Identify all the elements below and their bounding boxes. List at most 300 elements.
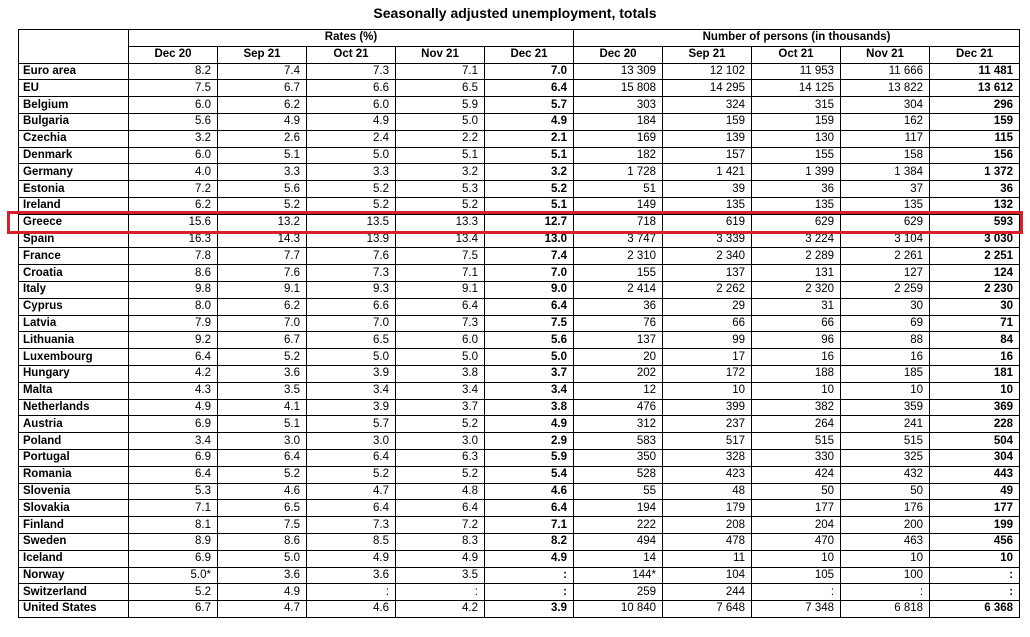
value-cell: 10 840 [574,601,663,618]
value-cell: 10 [841,550,930,567]
value-cell: 3.4 [307,382,396,399]
table-row [19,63,1020,80]
value-cell: 29 [663,298,752,315]
value-cell: 7.3 [396,315,485,332]
value-cell: 7.1 [485,517,574,534]
value-cell: 244 [663,584,752,601]
value-cell: 515 [752,433,841,450]
value-cell: 16 [752,349,841,366]
value-cell: 259 [574,584,663,601]
value-cell: 8.2 [485,533,574,550]
country-cell: Germany [19,164,129,181]
value-cell: 159 [752,113,841,130]
value-cell: 16 [930,349,1020,366]
value-cell: 202 [574,365,663,382]
value-cell: 135 [752,197,841,214]
value-cell: 135 [663,197,752,214]
value-cell: 115 [930,130,1020,147]
value-cell: 177 [930,500,1020,517]
value-cell: 5.2 [396,197,485,214]
column-header: Sep 21 [218,46,307,63]
value-cell: 3.9 [485,601,574,618]
country-cell: Euro area [19,63,129,80]
group-header-row [19,30,1020,47]
value-cell: 15 808 [574,80,663,97]
value-cell: 4.2 [396,601,485,618]
column-header: Nov 21 [396,46,485,63]
value-cell: 2 310 [574,248,663,265]
value-cell: 14.3 [218,231,307,248]
value-cell: 16.3 [129,231,218,248]
value-cell: 5.0 [307,349,396,366]
value-cell: 6.0 [129,147,218,164]
column-header: Oct 21 [752,46,841,63]
value-cell: 583 [574,433,663,450]
country-cell: Luxembourg [19,349,129,366]
value-cell: : [307,584,396,601]
value-cell: 5.9 [485,449,574,466]
value-cell: 304 [930,449,1020,466]
value-cell: 14 125 [752,80,841,97]
value-cell: 3.7 [485,365,574,382]
corner-cell [19,30,129,64]
value-cell: 39 [663,181,752,198]
value-cell: 5.3 [396,181,485,198]
value-cell: 10 [752,550,841,567]
value-cell: 162 [841,113,930,130]
value-cell: 11 666 [841,63,930,80]
value-cell: 2 262 [663,281,752,298]
value-cell: 11 [663,550,752,567]
table-row [19,365,1020,382]
value-cell: 3 104 [841,231,930,248]
value-cell: 222 [574,517,663,534]
value-cell: 7.5 [129,80,218,97]
table-row [19,281,1020,298]
value-cell: 10 [841,382,930,399]
value-cell: 296 [930,97,1020,114]
country-cell: Iceland [19,550,129,567]
value-cell: 13 822 [841,80,930,97]
value-cell: 13.2 [218,214,307,231]
value-cell: 6.0 [396,332,485,349]
value-cell: 208 [663,517,752,534]
value-cell: 470 [752,533,841,550]
value-cell: 8.1 [129,517,218,534]
value-cell: 13.9 [307,231,396,248]
column-header: Sep 21 [663,46,752,63]
group-header-persons: Number of persons (in thousands) [574,30,1020,47]
value-cell: 3.7 [396,399,485,416]
value-cell: 176 [841,500,930,517]
value-cell: 593 [930,214,1020,231]
value-cell: 6.7 [218,80,307,97]
value-cell: 303 [574,97,663,114]
value-cell: 6.4 [129,466,218,483]
value-cell: 14 [574,550,663,567]
value-cell: 31 [752,298,841,315]
value-cell: 7.6 [218,265,307,282]
country-cell: Poland [19,433,129,450]
country-cell: Belgium [19,97,129,114]
table-row [19,181,1020,198]
value-cell: 9.1 [218,281,307,298]
value-cell: 135 [841,197,930,214]
value-cell: 3.4 [129,433,218,450]
country-cell: Bulgaria [19,113,129,130]
country-cell: Czechia [19,130,129,147]
value-cell: : [396,584,485,601]
value-cell: 3.9 [307,399,396,416]
value-cell: 6.0 [307,97,396,114]
value-cell: 4.9 [129,399,218,416]
value-cell: 5.2 [396,466,485,483]
value-cell: 2.4 [307,130,396,147]
value-cell: 3.0 [218,433,307,450]
value-cell: 325 [841,449,930,466]
table-row [19,197,1020,214]
value-cell: 13 309 [574,63,663,80]
value-cell: 8.0 [129,298,218,315]
value-cell: 517 [663,433,752,450]
value-cell: 312 [574,416,663,433]
value-cell: 5.2 [307,466,396,483]
value-cell: 6.0 [129,97,218,114]
value-cell: 179 [663,500,752,517]
value-cell: 3.9 [307,365,396,382]
table-row [19,483,1020,500]
value-cell: 100 [841,567,930,584]
country-cell: Spain [19,231,129,248]
value-cell: 9.2 [129,332,218,349]
value-cell: 5.6 [485,332,574,349]
value-cell: 1 384 [841,164,930,181]
value-cell: 181 [930,365,1020,382]
table-row [19,584,1020,601]
value-cell: 6.7 [129,601,218,618]
value-cell: 9.0 [485,281,574,298]
value-cell: 5.2 [218,466,307,483]
country-cell: Switzerland [19,584,129,601]
value-cell: 49 [930,483,1020,500]
value-cell: 7.3 [307,265,396,282]
value-cell: 5.1 [485,147,574,164]
table-row [19,332,1020,349]
value-cell: 84 [930,332,1020,349]
value-cell: 13.5 [307,214,396,231]
country-cell: Finland [19,517,129,534]
value-cell: 3.2 [396,164,485,181]
country-cell: Netherlands [19,399,129,416]
value-cell: 7.8 [129,248,218,265]
value-cell: 104 [663,567,752,584]
value-cell: 10 [663,382,752,399]
value-cell: 7.5 [485,315,574,332]
value-cell: 55 [574,483,663,500]
country-cell: Slovenia [19,483,129,500]
value-cell: 172 [663,365,752,382]
value-cell: 4.9 [218,584,307,601]
country-cell: Hungary [19,365,129,382]
value-cell: : [752,584,841,601]
value-cell: 3.3 [307,164,396,181]
value-cell: 20 [574,349,663,366]
value-cell: 105 [752,567,841,584]
column-header-row [19,46,1020,63]
value-cell: 7.2 [396,517,485,534]
value-cell: 6.4 [129,349,218,366]
value-cell: 12 [574,382,663,399]
value-cell: 3 030 [930,231,1020,248]
value-cell: 237 [663,416,752,433]
value-cell: 130 [752,130,841,147]
value-cell: 3.4 [396,382,485,399]
country-cell: Italy [19,281,129,298]
value-cell: 5.6 [218,181,307,198]
value-cell: 4.6 [218,483,307,500]
value-cell: 124 [930,265,1020,282]
value-cell: 443 [930,466,1020,483]
country-cell: Denmark [19,147,129,164]
value-cell: 7.5 [396,248,485,265]
country-cell: United States [19,601,129,618]
country-cell: Ireland [19,197,129,214]
value-cell: 6.4 [307,500,396,517]
value-cell: 2.1 [485,130,574,147]
value-cell: 4.9 [396,550,485,567]
value-cell: 155 [752,147,841,164]
country-cell: Malta [19,382,129,399]
value-cell: 476 [574,399,663,416]
country-cell: Austria [19,416,129,433]
country-cell: Romania [19,466,129,483]
country-cell: Slovakia [19,500,129,517]
value-cell: 96 [752,332,841,349]
table-row [19,231,1020,248]
value-cell: 158 [841,147,930,164]
value-cell: 5.2 [485,181,574,198]
value-cell: 6.6 [307,298,396,315]
value-cell: 2 261 [841,248,930,265]
value-cell: 7.9 [129,315,218,332]
value-cell: 6.4 [307,449,396,466]
value-cell: 169 [574,130,663,147]
value-cell: 5.2 [218,197,307,214]
value-cell: 1 399 [752,164,841,181]
value-cell: 182 [574,147,663,164]
value-cell: 2.2 [396,130,485,147]
value-cell: 629 [841,214,930,231]
value-cell: 144* [574,567,663,584]
value-cell: 382 [752,399,841,416]
value-cell: 9.8 [129,281,218,298]
unemployment-table [18,29,1020,618]
value-cell: 423 [663,466,752,483]
value-cell: 6.4 [396,500,485,517]
value-cell: 11 481 [930,63,1020,80]
value-cell: 6.2 [129,197,218,214]
value-cell: 6.4 [218,449,307,466]
value-cell: 3.4 [485,382,574,399]
value-cell: 241 [841,416,930,433]
value-cell: 5.9 [396,97,485,114]
value-cell: 3.2 [129,130,218,147]
value-cell: 6.5 [396,80,485,97]
table-row [19,500,1020,517]
value-cell: 10 [752,382,841,399]
value-cell: 6.9 [129,550,218,567]
value-cell: 5.2 [307,181,396,198]
value-cell: 137 [663,265,752,282]
table-row [19,517,1020,534]
value-cell: 2 320 [752,281,841,298]
value-cell: 228 [930,416,1020,433]
value-cell: 330 [752,449,841,466]
value-cell: : [485,567,574,584]
value-cell: 3 747 [574,231,663,248]
value-cell: 50 [752,483,841,500]
value-cell: 4.9 [307,550,396,567]
table-row [19,382,1020,399]
value-cell: 4.9 [485,113,574,130]
value-cell: 7.0 [485,63,574,80]
country-cell: Lithuania [19,332,129,349]
table-row [19,298,1020,315]
value-cell: : [841,584,930,601]
value-cell: 3.2 [485,164,574,181]
value-cell: 528 [574,466,663,483]
value-cell: 3.6 [307,567,396,584]
value-cell: 456 [930,533,1020,550]
value-cell: 5.0 [396,113,485,130]
table-row [19,399,1020,416]
value-cell: 4.1 [218,399,307,416]
value-cell: 7.4 [218,63,307,80]
country-cell: Portugal [19,449,129,466]
value-cell: 132 [930,197,1020,214]
value-cell: 1 372 [930,164,1020,181]
value-cell: 8.9 [129,533,218,550]
value-cell: 359 [841,399,930,416]
value-cell: 159 [663,113,752,130]
value-cell: 66 [663,315,752,332]
value-cell: 264 [752,416,841,433]
value-cell: 5.2 [218,349,307,366]
value-cell: 424 [752,466,841,483]
value-cell: 3.3 [218,164,307,181]
value-cell: 7.3 [307,63,396,80]
value-cell: 5.4 [485,466,574,483]
value-cell: 1 728 [574,164,663,181]
value-cell: 204 [752,517,841,534]
value-cell: 10 [930,382,1020,399]
value-cell: 6 368 [930,601,1020,618]
value-cell: 13.3 [396,214,485,231]
value-cell: : [930,584,1020,601]
value-cell: 184 [574,113,663,130]
value-cell: 8.6 [129,265,218,282]
table-row [19,265,1020,282]
value-cell: 13.0 [485,231,574,248]
value-cell: 2 259 [841,281,930,298]
value-cell: 6.9 [129,416,218,433]
value-cell: 5.7 [307,416,396,433]
value-cell: 515 [841,433,930,450]
value-cell: 6.2 [218,298,307,315]
country-cell: EU [19,80,129,97]
value-cell: 2.9 [485,433,574,450]
value-cell: 69 [841,315,930,332]
value-cell: 6.9 [129,449,218,466]
value-cell: 6.4 [485,80,574,97]
value-cell: 7.1 [129,500,218,517]
value-cell: 7.7 [218,248,307,265]
value-cell: 66 [752,315,841,332]
table-title: Seasonally adjusted unemployment, totals [373,5,657,21]
table-row [19,214,1020,231]
value-cell: 5.7 [485,97,574,114]
value-cell: 2 230 [930,281,1020,298]
value-cell: 7.5 [218,517,307,534]
value-cell: 36 [930,181,1020,198]
value-cell: 30 [930,298,1020,315]
value-cell: : [930,567,1020,584]
value-cell: 315 [752,97,841,114]
value-cell: 9.1 [396,281,485,298]
value-cell: 7.2 [129,181,218,198]
country-cell: Croatia [19,265,129,282]
value-cell: 156 [930,147,1020,164]
value-cell: 4.9 [485,550,574,567]
value-cell: 3.8 [396,365,485,382]
value-cell: 5.0 [218,550,307,567]
value-cell: 304 [841,97,930,114]
value-cell: 5.0 [307,147,396,164]
table-row [19,80,1020,97]
column-header: Dec 21 [930,46,1020,63]
value-cell: 619 [663,214,752,231]
value-cell: 6.7 [218,332,307,349]
value-cell: 50 [841,483,930,500]
value-cell: 5.1 [485,197,574,214]
table-row [19,147,1020,164]
value-cell: 3.0 [307,433,396,450]
table-row [19,315,1020,332]
value-cell: 463 [841,533,930,550]
value-cell: 4.9 [218,113,307,130]
value-cell: 9.3 [307,281,396,298]
value-cell: 51 [574,181,663,198]
value-cell: 3 339 [663,231,752,248]
country-cell: Greece [19,214,129,231]
value-cell: 4.9 [485,416,574,433]
country-cell: France [19,248,129,265]
value-cell: 5.1 [218,416,307,433]
value-cell: 2 289 [752,248,841,265]
value-cell: 36 [752,181,841,198]
value-cell: 6.4 [485,298,574,315]
value-cell: 4.3 [129,382,218,399]
value-cell: 718 [574,214,663,231]
value-cell: 328 [663,449,752,466]
value-cell: 4.2 [129,365,218,382]
value-cell: 5.0 [396,349,485,366]
value-cell: 177 [752,500,841,517]
table-row [19,113,1020,130]
country-cell: Cyprus [19,298,129,315]
value-cell: 7.0 [218,315,307,332]
value-cell: 199 [930,517,1020,534]
